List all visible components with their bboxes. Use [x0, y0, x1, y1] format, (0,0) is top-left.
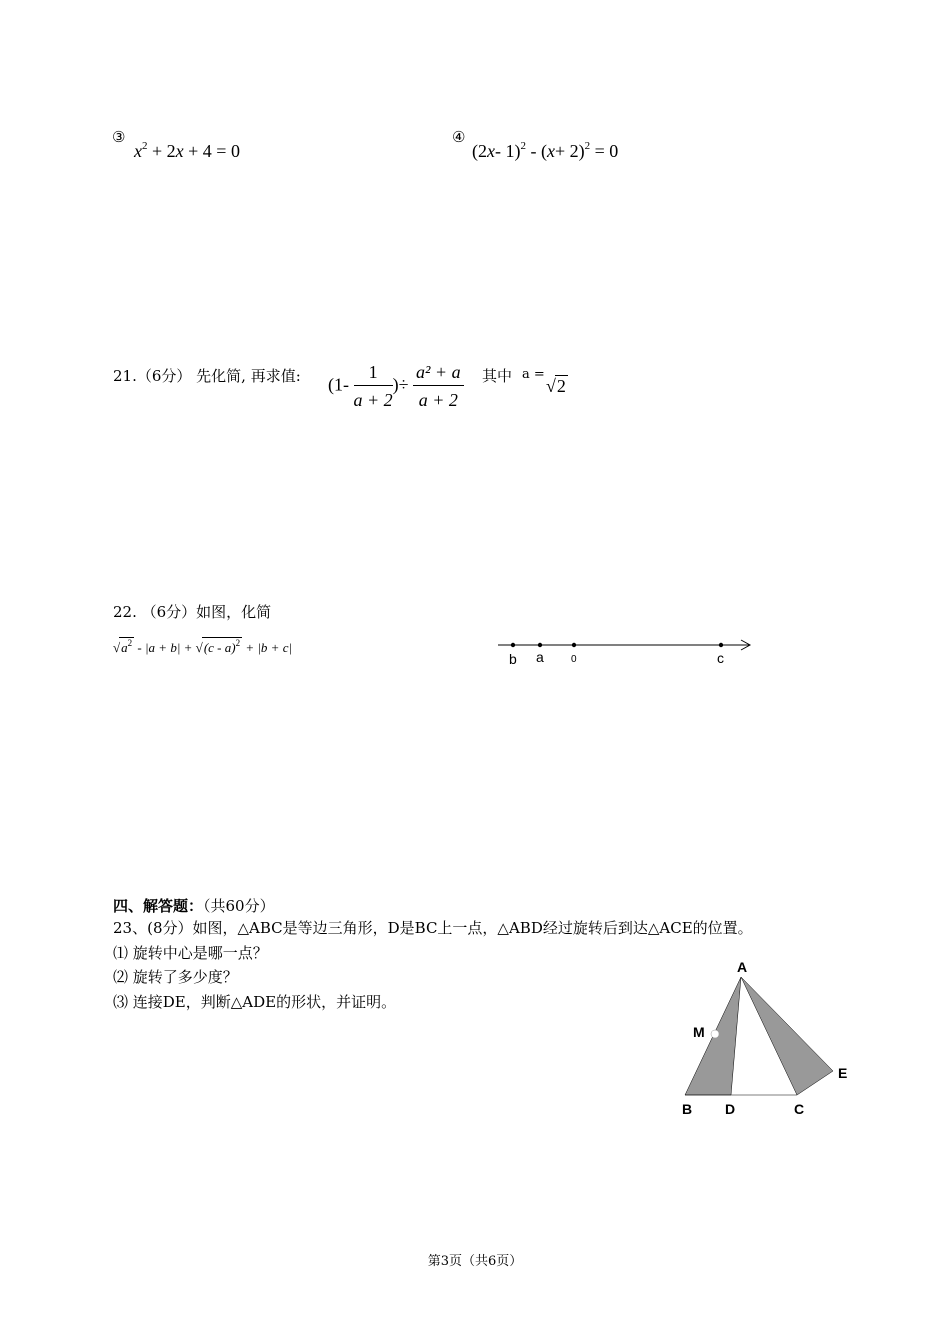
point-0 — [572, 643, 576, 647]
label-C: C — [794, 1101, 805, 1117]
point-a — [538, 643, 542, 647]
label-B: B — [682, 1101, 693, 1117]
q20-4 — [452, 128, 712, 168]
point-b — [511, 643, 515, 647]
q23-item-1: ⑴ 旋转中心是哪一点？ — [113, 944, 268, 962]
label-M: M — [693, 1024, 705, 1040]
label-E: E — [838, 1065, 848, 1081]
label-c: c — [717, 650, 724, 666]
section-4-heading: 四、解答题：（共60分） — [113, 897, 275, 915]
q21-label: 21.（6分） 先化简, 再求值: — [113, 367, 301, 385]
q21-fraction-1: $\frac{1}{a + 2}$ — [353, 362, 393, 410]
point-m — [711, 1030, 719, 1038]
marker-3: ③ — [112, 128, 126, 146]
q21-fraction-2: $\frac{\text{a² + a}}{a + 2}$ — [413, 362, 464, 411]
q23-item-3: ⑶ 连接DE，判断△ADE的形状，并证明。 — [113, 993, 397, 1011]
label-0: 0 — [571, 654, 577, 665]
q21-a-equals: a = — [522, 367, 545, 382]
label-b: b — [509, 651, 517, 667]
q22-label: 22. （6分）如图，化简 — [113, 603, 272, 621]
q21-where: 其中 — [482, 367, 513, 385]
q21-sqrt2: √2 — [546, 376, 566, 396]
page-footer: 第3页（共6页） — [427, 1254, 523, 1269]
triangle-ace — [741, 977, 833, 1095]
triangle-figure — [680, 955, 860, 1125]
q23-item-2: ⑵ 旋转了多少度？ — [113, 968, 238, 986]
q23-stem: 23、(8分）如图，△ABC是等边三角形，D是BC上一点，△ABD经过旋转后到达△ACE的位置。 — [113, 919, 753, 937]
label-D: D — [725, 1101, 736, 1117]
marker-4: ④ — [452, 128, 466, 146]
q20-3-equation: $x^2 + 2x + 4 = 0$ — [134, 140, 240, 161]
label-A: A — [737, 959, 748, 975]
number-line — [490, 632, 760, 672]
point-c — [719, 643, 723, 647]
q20-4-equation: (2x- $1)^2 - (x+ 2)^2 = 0$ — [472, 140, 619, 161]
label-a: a — [536, 649, 544, 665]
q21-expression: (1- $\frac{1}{a + 2}$ )÷ $\frac{\text{a² + a}}{a + 2}$ — [328, 362, 464, 411]
q20-3 — [112, 128, 312, 168]
q22-expression: $√a^2 - |a + b| + √(c - a)^2 + |b + c|$ — [113, 638, 293, 655]
